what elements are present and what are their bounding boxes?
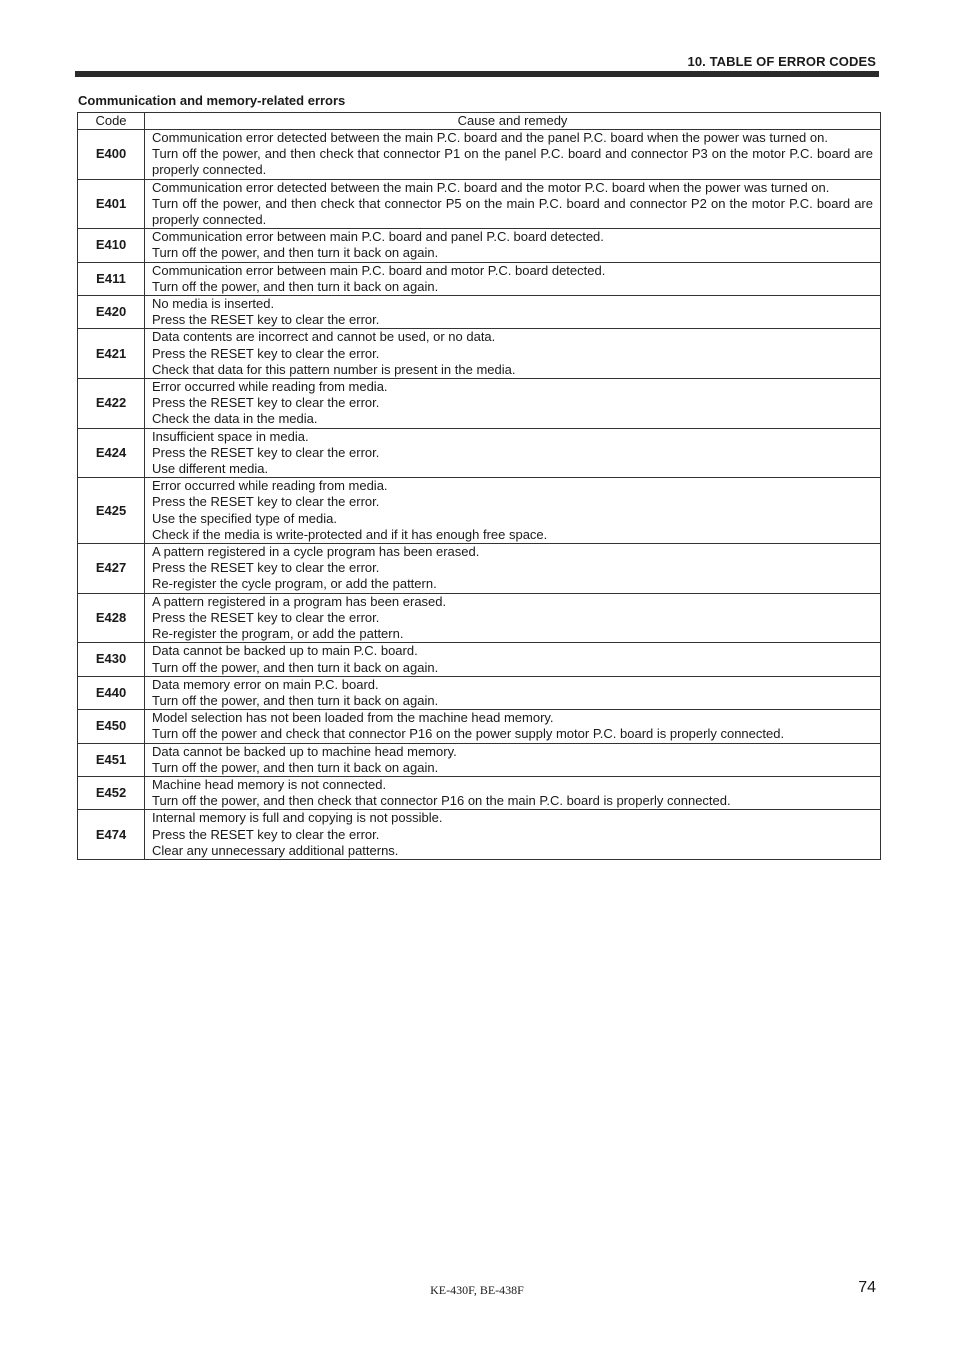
table-row [78,262,881,295]
remedy-line: Data cannot be backed up to machine head memory. [152,743,457,759]
error-code: E425 [78,478,145,544]
cause-and-remedy [145,130,881,180]
remedy-line: Communication error detected between the main P.C. board and the motor P.C. board when the power was turned on. [152,179,830,195]
table-row [78,130,881,180]
table-row [78,743,881,776]
error-code: E440 [78,676,145,709]
cause-and-remedy [145,179,881,229]
error-code: E421 [78,329,145,379]
cause-and-remedy [145,478,881,544]
table-row [78,676,881,709]
cause-and-remedy [145,643,881,676]
error-code: E422 [78,379,145,429]
remedy-line: Press the RESET key to clear the error. [152,560,380,576]
footer-model-name: KE-430F, BE-438F [430,1283,524,1297]
section-header-title: 10. TABLE OF ERROR CODES [687,54,876,69]
remedy-line: Communication error between main P.C. board and panel P.C. board detected. [152,229,604,245]
table-row [78,229,881,262]
cause-and-remedy [145,296,881,329]
remedy-line: Press the RESET key to clear the error. [152,444,380,460]
remedy-line: Model selection has not been loaded from the machine head memory. [152,710,554,726]
remedy-line: No media is inserted. [152,296,275,312]
error-code: E451 [78,743,145,776]
remedy-line: Press the RESET key to clear the error. [152,395,380,411]
table-row [78,544,881,594]
remedy-line: Re-register the program, or add the pattern. [152,626,404,642]
error-code: E452 [78,776,145,809]
remedy-line: Check if the media is write-protected and if it has enough free space. [152,526,548,542]
remedy-line: Use different media. [152,461,269,477]
cause-and-remedy [145,229,881,262]
table-row [78,810,881,860]
cause-and-remedy [145,743,881,776]
remedy-line: Communication error detected between the main P.C. board and the panel P.C. board when the power was turned on. [152,130,828,145]
table-row [78,710,881,743]
error-code: E428 [78,593,145,643]
remedy-line: Turn off the power, and then turn it back on again. [152,245,439,261]
table-row [78,593,881,643]
remedy-line: Press the RESET key to clear the error. [152,494,380,510]
error-code: E450 [78,710,145,743]
table-row [78,179,881,229]
cause-and-remedy [145,329,881,379]
remedy-line: Press the RESET key to clear the error. [152,609,380,625]
remedy-line: Press the RESET key to clear the error. [152,345,380,361]
table-row [78,478,881,544]
remedy-line: Re-register the cycle program, or add the pattern. [152,576,437,592]
remedy-line: Error occurred while reading from media. [152,478,388,494]
table-row [78,379,881,429]
error-code: E401 [78,179,145,229]
remedy-line: Turn off the power, and then check that connector P16 on the main P.C. board is properly connected. [152,793,731,809]
cause-and-remedy [145,593,881,643]
table-row [78,296,881,329]
column-header-cause: Cause and remedy [145,113,881,130]
remedy-line: Use the specified type of media. [152,510,337,526]
remedy-line: Data cannot be backed up to main P.C. board. [152,643,418,659]
error-code: E430 [78,643,145,676]
remedy-line: Internal memory is full and copying is not possible. [152,810,443,826]
error-code: E420 [78,296,145,329]
error-rows [78,130,881,860]
error-code: E400 [78,130,145,180]
error-code: E424 [78,428,145,478]
cause-and-remedy [145,544,881,594]
error-code: E474 [78,810,145,860]
cause-and-remedy [145,676,881,709]
table-row [78,643,881,676]
remedy-line: Error occurred while reading from media. [152,379,388,395]
header-rule [75,71,879,77]
remedy-line: Turn off the power, and then turn it back on again. [152,759,439,775]
error-code: E411 [78,262,145,295]
cause-and-remedy [145,810,881,860]
remedy-line: Turn off the power, and then turn it back on again. [152,692,439,708]
error-code: E410 [78,229,145,262]
remedy-line: Turn off the power, and then check that connector P5 on the main P.C. board and connector P2 on the motor P.C. board are properly connected. [152,195,873,228]
column-header-code: Code [78,113,145,130]
remedy-line: Turn off the power, and then check that connector P1 on the panel P.C. board and connector P3 on the motor P.C. board are properly connected. [152,146,873,178]
remedy-line: Press the RESET key to clear the error. [152,826,380,842]
error-codes-table [77,112,881,860]
remedy-line: Turn off the power, and then turn it back on again. [152,659,439,675]
remedy-line: Machine head memory is not connected. [152,776,387,792]
remedy-line: Press the RESET key to clear the error. [152,312,380,328]
table-row [78,329,881,379]
remedy-line: Check that data for this pattern number is present in the media. [152,361,516,377]
cause-and-remedy [145,262,881,295]
remedy-line: Insufficient space in media. [152,428,309,444]
table-row [78,428,881,478]
remedy-line: Clear any unnecessary additional patterns. [152,842,399,858]
remedy-line: A pattern registered in a cycle program has been erased. [152,544,480,560]
remedy-line: Communication error between main P.C. board and motor P.C. board detected. [152,262,606,278]
remedy-line: Turn off the power and check that connector P16 on the power supply motor P.C. board is properly connected. [152,726,785,742]
remedy-line: Data memory error on main P.C. board. [152,676,379,692]
remedy-line: Turn off the power, and then turn it back on again. [152,278,439,294]
cause-and-remedy [145,710,881,743]
cause-and-remedy [145,379,881,429]
table-row [78,776,881,809]
cause-and-remedy [145,428,881,478]
table-heading: Communication and memory-related errors [78,93,346,108]
cause-and-remedy [145,776,881,809]
remedy-line: Data contents are incorrect and cannot be used, or no data. [152,329,496,345]
page-number: 74 [858,1279,876,1296]
error-code: E427 [78,544,145,594]
table-header-row [78,113,881,130]
remedy-line: Check the data in the media. [152,411,318,427]
remedy-line: A pattern registered in a program has been erased. [152,593,447,609]
